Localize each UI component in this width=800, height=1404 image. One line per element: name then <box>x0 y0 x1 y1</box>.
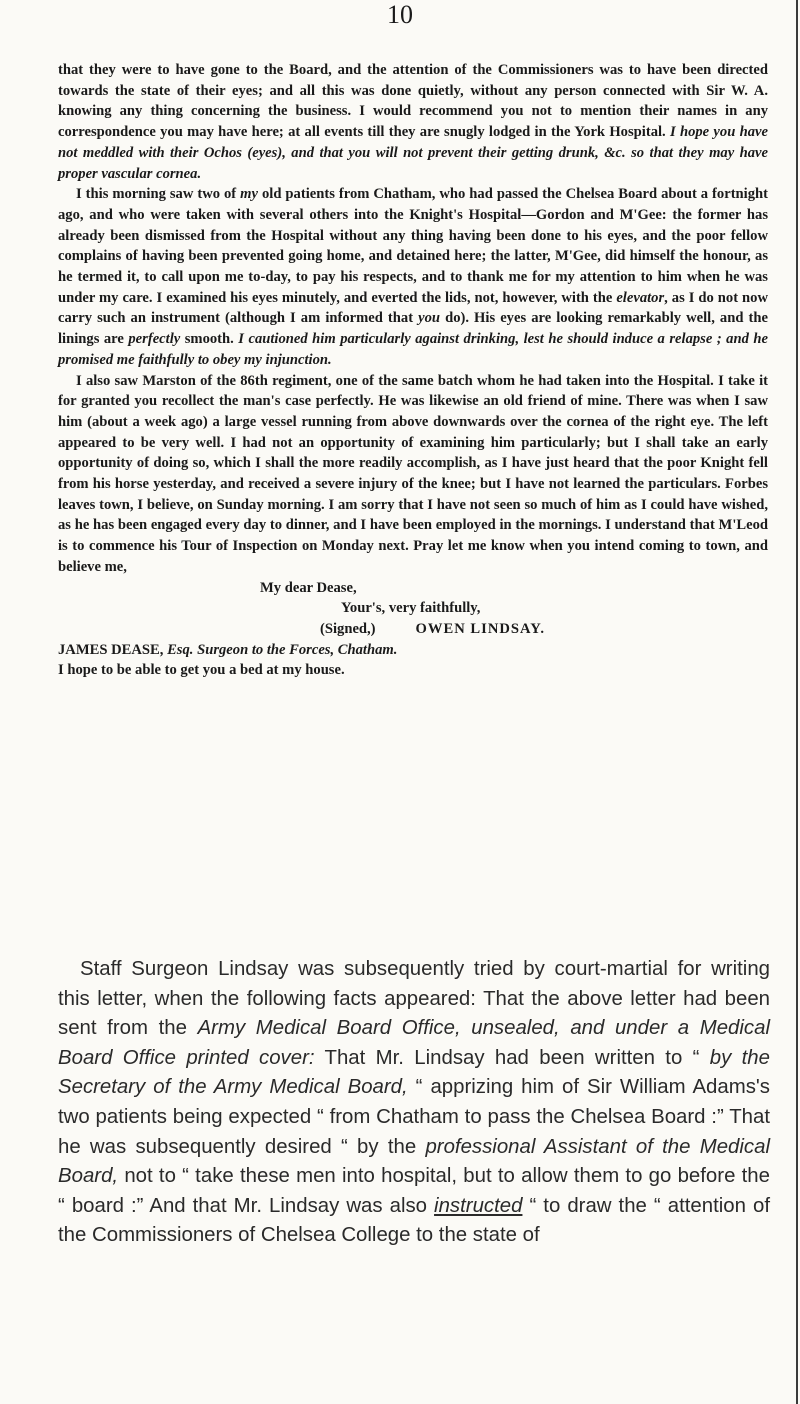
text-run: not to “ take these men into hospital, but to allow them to go before the “ board :” And that Mr. Lindsay was also <box>58 1165 770 1217</box>
letter-paragraph-1 <box>58 60 768 184</box>
letter-addressee <box>58 640 768 661</box>
letter-salutation: My dear Dease, <box>260 579 357 596</box>
text-run: old patients from Chatham, who had passed the Chelsea Board about a fortnight ago, and who were taken with several others into the Knight's Hospital—Gordon and M'Gee: the former has already been dismissed from the Hospital without any thing having been done to his eyes, and the poor fellow complains of having been prevented going home, and detained here; the latter, M'Gee, did himself the honour, as he termed it, to call upon me to-day, to pay his respects, and to thank me for my attention to him when he was under my care. I examined his eyes minutely, and everted the lids, not, however, with the <box>58 186 768 306</box>
italic-run: you <box>418 310 441 327</box>
text-run: Staff Surgeon Lindsay was subsequently tried by court-martial for writing this letter, when the following facts appeared: That the above letter had been sent from the <box>58 958 770 1040</box>
italic-run: instructed <box>434 1194 523 1217</box>
letter-paragraph-3: I also saw Marston of the 86th regiment, one of the same batch whom he had taken into the Hospital. I take it for granted you recollect the man's case perfectly. He was likewise an old friend of mine. There was when I saw him (about a week ago) a large vessel running from above downwards over the cornea of the right eye. The left appeared to be very well. I had not an opportunity of examining him particularly; but I shall take an early opportunity of doing so, which I shall the more readily accomplish, as I have just heard that the poor Knight fell from his horse yesterday, and received a severe injury of the knee; but I have not learned the particulars. Forbes leaves town, I believe, on Sunday morning. I am sorry that I have not seen so much of him as I could have wished, as he has been engaged every day to dinner, and I have been employed in the mornings. I understand that M'Leod is to commence his Tour of Inspection on Monday next. Pray let me know when you intend coming to town, and believe me, <box>58 372 768 575</box>
text-run: , as I do not now carry such an instrument (although I am informed that <box>58 289 768 327</box>
italic-run: Army Medical Board Office, unsealed, and under a Medical Board Office printed cover: <box>58 1017 770 1069</box>
text-run: smooth. <box>180 331 239 348</box>
italic-run: my <box>240 186 258 203</box>
page-number: 10 <box>387 0 413 29</box>
italic-run: elevator <box>616 289 665 306</box>
letter-valediction: Your's, very faithfully, <box>341 600 481 617</box>
text-run: do). His eyes are looking remarkably well, and the linings are <box>58 310 768 348</box>
letter-paragraph-2 <box>58 184 768 370</box>
narrative-text <box>58 955 770 1251</box>
italic-run: by the Secretary of the Army Medical Board, <box>58 1046 770 1099</box>
text-run: that they were to have gone to the Board, and the attention of the Commissioners was to have been directed towards the state of their eyes; and all this was done quietly, without any person connected with Sir W. A. knowing any thing concerning the business. I would recommend you not to mention their names in any correspondence you may have here; at all events till they are snugly lodged in the York Hospital. <box>58 62 768 141</box>
text-run: That Mr. Lindsay had been written to “ <box>314 1046 710 1069</box>
text-run: I this morning saw two of <box>76 186 241 203</box>
italic-run: I hope you have not meddled with their Ochos (eyes), and that you will not prevent their getting drunk, &c. so that they may have proper vascular cornea. <box>58 124 768 182</box>
signed-label: (Signed,) <box>320 620 376 637</box>
italic-run: I cautioned him particularly against drinking, lest he should induce a relapse ; and he promised me faithfully to obey my injunction. <box>58 331 768 368</box>
addressee-title: Esq. Surgeon to the Forces, Chatham. <box>167 641 398 658</box>
letter-text <box>58 60 768 681</box>
italic-run: perfectly <box>128 331 181 348</box>
italic-run: professional Assistant of the Medical Board, <box>58 1135 770 1188</box>
letter-signature-line <box>320 619 768 640</box>
narrative-paragraph <box>58 955 770 1251</box>
page-edge-line <box>796 0 798 1404</box>
addressee-name: JAMES DEASE, <box>58 641 168 658</box>
text-run: “ to draw the “ attention of the Commissioners of Chelsea College to the state of <box>58 1194 770 1247</box>
signature-name: OWEN LINDSAY. <box>415 620 546 637</box>
letter-postscript: I hope to be able to get you a bed at my house. <box>58 662 345 679</box>
text-run: “ apprizing him of Sir William Adams's two patients being expected “ from Chatham to pass the Chelsea Board :” That he was subsequently desired “ by the <box>58 1076 771 1158</box>
